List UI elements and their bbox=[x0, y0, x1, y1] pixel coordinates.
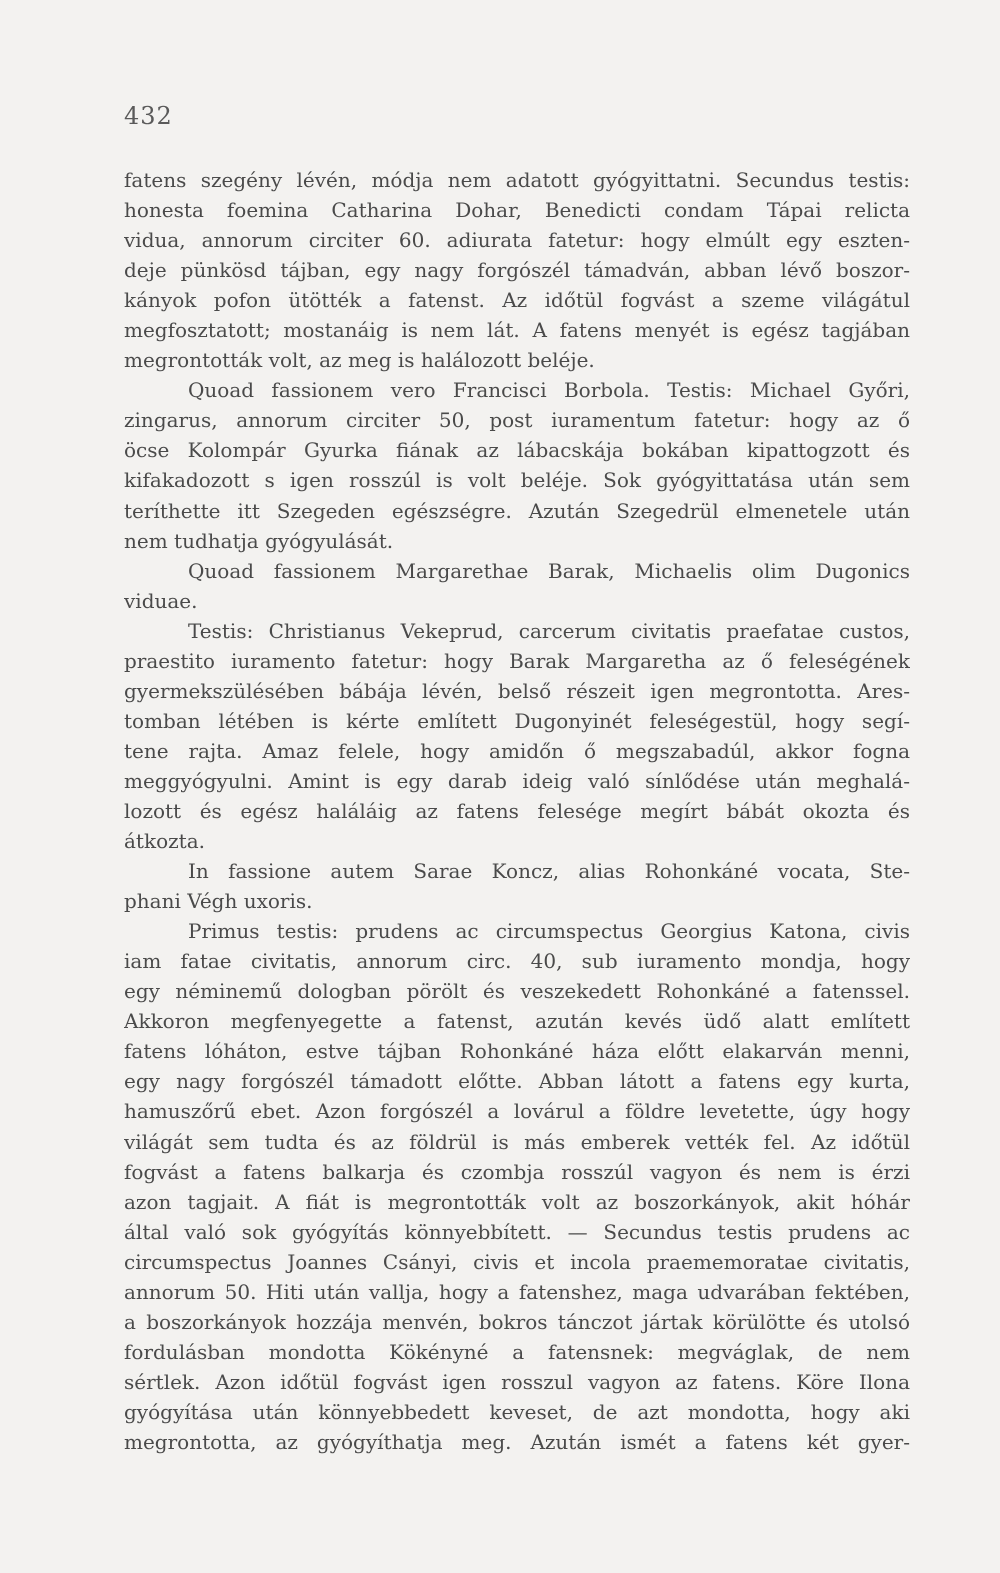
text-line: Quoad fassionem Margarethae Barak, Michaelis olim Dugonics bbox=[188, 558, 910, 583]
text-line: Quoad fassionem vero Francisci Borbola. Testis: Michael Győri, bbox=[188, 378, 910, 403]
text-line: tomban létében is kérte említett Dugonyinét feleségestül, hogy segí- bbox=[124, 708, 910, 733]
text-line: Akkoron megfenyegette a fatenst, azután kevés üdő alatt említett bbox=[124, 1009, 910, 1034]
text-line: által való sok gyógyítás könnyebbített. — Secundus testis prudens ac bbox=[124, 1219, 910, 1244]
text-line: megfosztatott; mostanáig is nem lát. A fatens menyét is egész tagjában bbox=[124, 318, 910, 343]
text-line: fordulásban mondotta Kökényné a fatensnek: megváglak, de nem bbox=[124, 1339, 910, 1364]
text-line: annorum 50. Hiti után vallja, hogy a fatenshez, maga udvarában fektében, bbox=[124, 1279, 910, 1304]
text-line: a boszorkányok hozzája menvén, bokros tánczot jártak körülötte és utolsó bbox=[124, 1309, 910, 1334]
text-line: iam fatae civitatis, annorum circ. 40, sub iuramento mondja, hogy bbox=[124, 949, 910, 974]
text-line: Testis: Christianus Vekeprud, carcerum civitatis praefatae custos, bbox=[188, 618, 910, 643]
text-line: megrontotta, az gyógyíthatja meg. Azután ismét a fatens két gyer- bbox=[124, 1429, 910, 1454]
text-line: egy nagy forgószél támadott előtte. Abban látott a fatens egy kurta, bbox=[124, 1069, 910, 1094]
text-line: honesta foemina Catharina Dohar, Benedicti condam Tápai relicta bbox=[124, 198, 910, 223]
text-line: praestito iuramento fatetur: hogy Barak Margaretha az ő feleségének bbox=[124, 648, 910, 673]
text-line: gyógyítása után könnyebbedett keveset, de azt mondotta, hogy aki bbox=[124, 1399, 910, 1424]
text-line: gyermekszülésében bábája lévén, belső részeit igen megrontotta. Ares- bbox=[124, 678, 910, 703]
text-line: viduae. bbox=[124, 588, 198, 613]
body-text bbox=[124, 165, 910, 1457]
text-line: circumspectus Joannes Csányi, civis et incola praememoratae civitatis, bbox=[124, 1249, 910, 1274]
text-line: átkozta. bbox=[124, 829, 205, 854]
text-line: megrontották volt, az meg is halálozott beléje. bbox=[124, 348, 595, 373]
text-line: egy néminemű dologban pörölt és veszekedett Rohonkáné a fatenssel. bbox=[124, 979, 910, 1004]
text-line: meggyógyulni. Amint is egy darab ideig való sínlődése után meghalá- bbox=[124, 768, 910, 793]
text-line: phani Végh uxoris. bbox=[124, 889, 313, 914]
text-line: kifakadozott s igen rosszúl is volt beléje. Sok gyógyittatása után sem bbox=[124, 468, 910, 493]
text-line: nem tudhatja gyógyulását. bbox=[124, 528, 394, 553]
text-line: sértlek. Azon időtül fogvást igen rosszul vagyon az fatens. Köre Ilona bbox=[124, 1369, 910, 1394]
text-line: világát sem tudta és az földrül is más emberek vették fel. Az időtül bbox=[124, 1129, 910, 1154]
text-line: deje pünkösd tájban, egy nagy forgószél támadván, abban lévő boszor- bbox=[124, 258, 910, 283]
text-line: fogvást a fatens balkarja és czombja rosszúl vagyon és nem is érzi bbox=[124, 1159, 910, 1184]
text-line: zingarus, annorum circiter 50, post iuramentum fatetur: hogy az ő bbox=[124, 408, 910, 433]
text-line: vidua, annorum circiter 60. adiurata fatetur: hogy elmúlt egy eszten- bbox=[124, 228, 910, 253]
text-line: fatens lóháton, estve tájban Rohonkáné háza előtt elakarván menni, bbox=[124, 1039, 910, 1064]
text-line: lozott és egész haláláig az fatens felesége megírt bábát okozta és bbox=[124, 798, 910, 823]
page-number: 432 bbox=[124, 102, 173, 130]
text-line: azon tagjait. A fiát is megrontották volt az boszorkányok, akit hóhár bbox=[124, 1189, 910, 1214]
text-line: fatens szegény lévén, módja nem adatott gyógyittatni. Secundus testis: bbox=[124, 168, 910, 192]
text-line: hamuszőrű ebet. Azon forgószél a lovárul a földre levetette, úgy hogy bbox=[124, 1099, 910, 1124]
text-line: öcse Kolompár Gyurka fiának az lábacskája bokában kipattogzott és bbox=[124, 438, 910, 463]
text-line: tene rajta. Amaz felele, hogy amidőn ő megszabadúl, akkor fogna bbox=[124, 738, 910, 763]
text-line: kányok pofon ütötték a fatenst. Az időtül fogvást a szeme világátul bbox=[124, 288, 910, 313]
text-line: teríthette itt Szegeden egészségre. Azután Szegedrül elmenetele után bbox=[124, 498, 910, 523]
text-line: Primus testis: prudens ac circumspectus Georgius Katona, civis bbox=[188, 919, 910, 944]
text-line: In fassione autem Sarae Koncz, alias Rohonkáné vocata, Ste- bbox=[188, 859, 910, 884]
